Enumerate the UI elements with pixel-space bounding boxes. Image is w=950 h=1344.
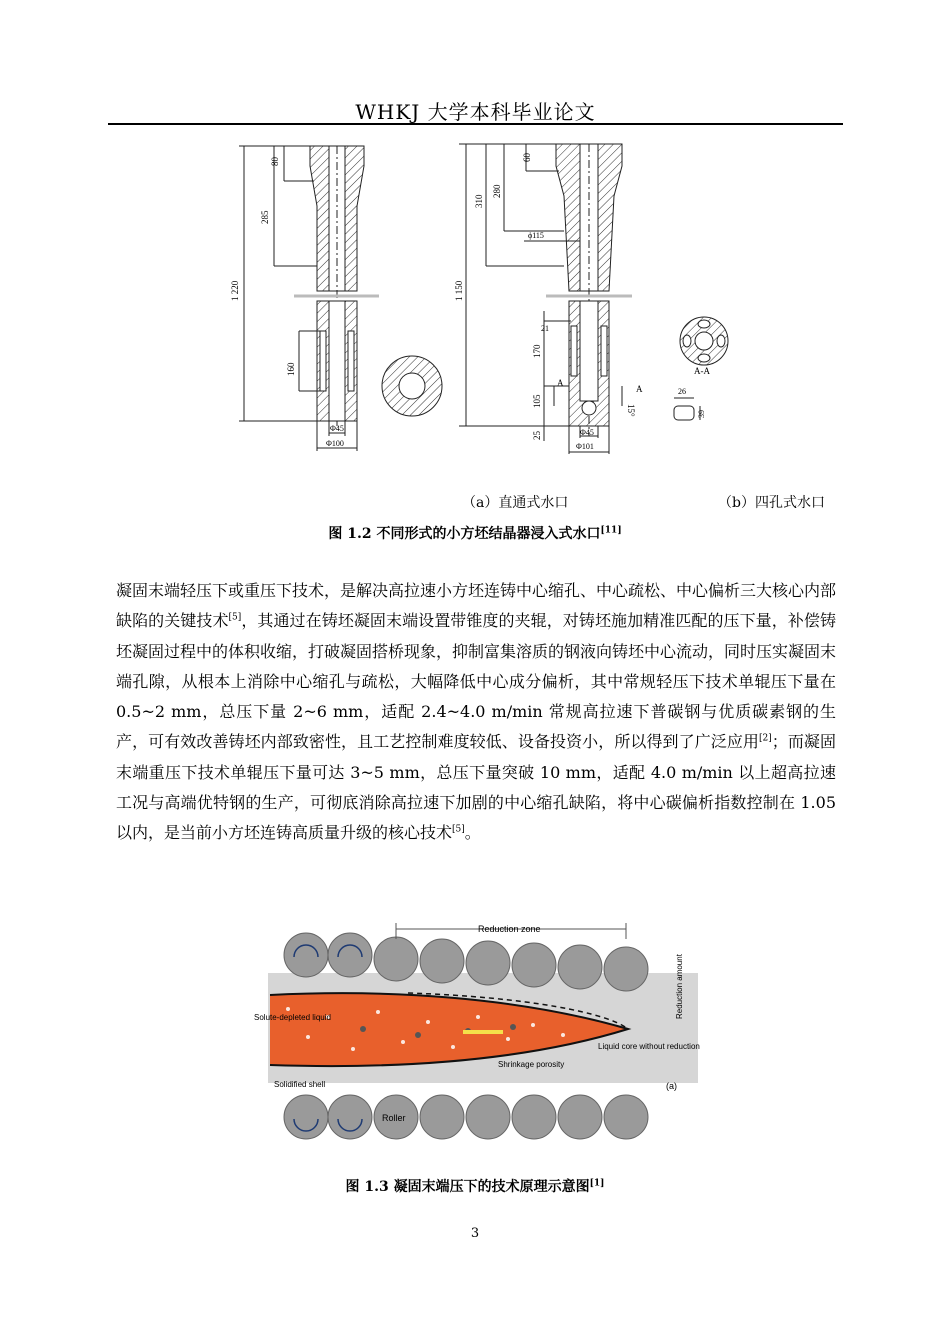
section-mark-right: A <box>636 384 643 394</box>
nozzle-drawing-figure <box>214 136 844 476</box>
page-number: 3 <box>470 1226 480 1241</box>
dim-21: 21 <box>541 324 549 333</box>
figure-1-3-caption-text: 图 1.3 凝固末端压下的技术原理示意图 <box>345 1179 590 1195</box>
paragraph-text-1: 凝固末端轻压下或重压下技术，是解决高拉速小方坯连铸中心缩孔、中心疏松、中心偏析三大核心内部缺陷的关键技术 <box>116 581 837 631</box>
subcaption-a: （a）直通式水口 <box>462 495 569 511</box>
roller-label: Roller <box>382 1113 406 1123</box>
dim-phi45: Φ45 <box>330 424 344 433</box>
dim-80: 80 <box>270 157 280 166</box>
subcaption-b: （b）四孔式水口 <box>718 495 825 511</box>
caption-ref: [1] <box>589 1178 605 1189</box>
soft-reduction-schematic <box>254 917 700 1145</box>
dim-1220: 1 220 <box>230 280 240 301</box>
citation: [2] <box>759 734 772 745</box>
figure-1-2-caption-text: 图 1.2 不同形式的小方坯结晶器浸入式水口 <box>328 526 601 542</box>
section-mark-left: A <box>557 378 564 388</box>
dim-280: 280 <box>492 184 502 198</box>
panel-label: (a) <box>666 1081 677 1091</box>
header-rule <box>108 123 843 125</box>
liquid-core-label: Liquid core without reduction <box>598 1042 700 1051</box>
reduction-zone-label: Reduction zone <box>478 924 541 934</box>
dim-phi115: ϕ115 <box>528 231 544 240</box>
caption-ref: [11] <box>600 525 622 536</box>
dim-phi100: Φ100 <box>326 439 344 448</box>
figure-1-3-caption <box>0 1176 950 1196</box>
paragraph-text-2: ，其通过在铸坯凝固末端设置带锥度的夹辊，对铸坯施加精准匹配的压下量，补偿铸坯凝固过程中的体积收缩，打破凝固搭桥现象，抑制富集溶质的钢液向铸坯中心流动，同时压实凝固末端孔隙，从根本上消除中心缩孔与疏松，大幅降低中心成分偏析，其中常规轻压下技术单辊压下量在 0.5~2 mm，总压下量 2~6 mm，适配 2.4~4.0 m/min 常规高拉速下普碳钢与优质碳素钢的生产，可有效改善铸坯内部致密性，且工艺控制难度较低、设备投资小，所以得到了广泛应用 <box>116 611 837 752</box>
figure-1-2-caption <box>0 523 950 543</box>
dim-105: 105 <box>532 394 542 408</box>
paragraph-text-4: 。 <box>464 823 481 843</box>
body-paragraph <box>116 576 836 849</box>
solidified-shell-label: Solidified shell <box>274 1080 326 1089</box>
dim-160: 160 <box>286 362 296 376</box>
running-header: WHKJ 大学本科毕业论文 <box>355 100 596 124</box>
dim-15deg: 15° <box>626 404 636 417</box>
dim-170: 170 <box>532 344 542 358</box>
dim-25: 25 <box>532 431 542 440</box>
dim-39: 39 <box>697 410 706 418</box>
solute-label: Solute-depleted liquid <box>254 1013 331 1022</box>
dim-285: 285 <box>260 210 270 224</box>
dim-60: 60 <box>522 153 532 162</box>
paragraph-text-3: ；而凝固末端重压下技术单辊压下量可达 3~5 mm，总压下量突破 10 mm，适配 4.0 m/min 以上超高拉速工况与高端优特钢的生产，可彻底消除高拉速下加剧的中心缩孔缺陷，将中心碳偏析指数控制在 1.05 以内，是当前小方坯连铸高质量升级的核心技术 <box>116 732 836 843</box>
dim-phi101: Φ101 <box>576 442 594 451</box>
section-aa-label: A-A <box>694 366 710 376</box>
shrinkage-label: Shrinkage porosity <box>498 1060 565 1069</box>
citation: [5] <box>228 612 242 623</box>
dim-phi45-b: Φ45 <box>580 428 594 437</box>
dim-310: 310 <box>474 194 484 208</box>
citation: [5] <box>452 825 465 836</box>
dim-26: 26 <box>678 387 686 396</box>
dim-1150: 1 150 <box>454 280 464 301</box>
reduction-amount-label: Reduction amount <box>675 954 684 1019</box>
straight-nozzle-drawing <box>239 146 442 451</box>
